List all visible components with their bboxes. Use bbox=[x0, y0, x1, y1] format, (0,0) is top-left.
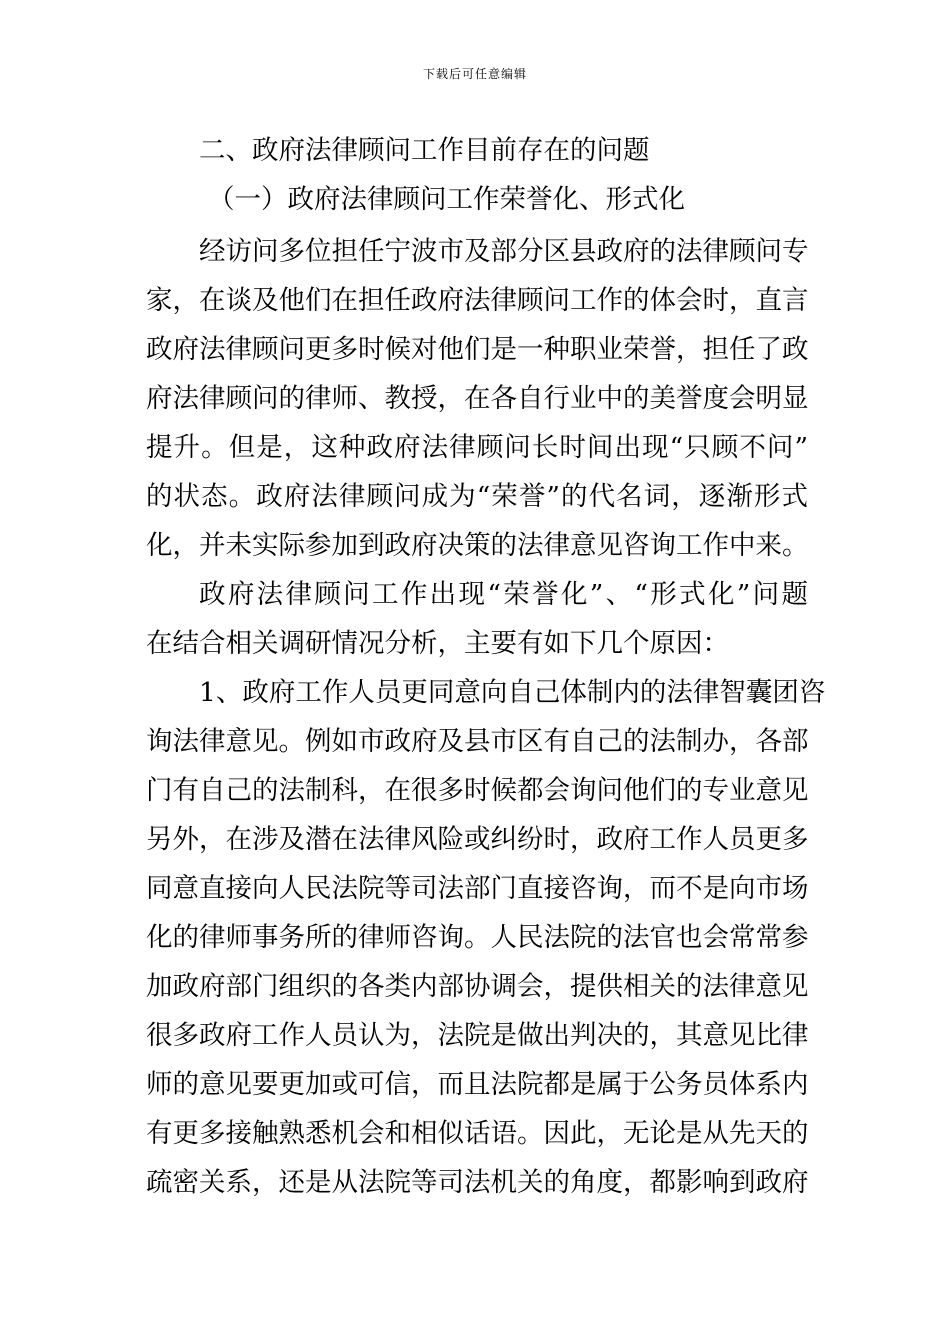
text-line: 提升。但是，这种政府法律顾问长时间出现“只顾不问” bbox=[146, 432, 808, 463]
body-text bbox=[146, 126, 826, 1207]
header-note: 下载后可任意编辑 bbox=[422, 67, 527, 81]
text-line: 政府法律顾问更多时候对他们是一种职业荣誉，担任了政 bbox=[146, 334, 809, 365]
text-line: 化的律师事务所的律师咨询。人民法院的法官也会常常参 bbox=[146, 922, 809, 953]
text-line: 的状态。政府法律顾问成为“荣誉”的代名词，逐渐形式 bbox=[146, 481, 808, 512]
text-line: 疏密关系，还是从法院等司法机关的角度，都影响到政府 bbox=[146, 1167, 809, 1198]
text-line: 家，在谈及他们在担任政府法律顾问工作的体会时，直言 bbox=[146, 285, 809, 316]
text-line: 政府法律顾问工作出现“荣誉化”、“形式化”问题 bbox=[199, 579, 808, 610]
text-line: 加政府部门组织的各类内部协调会，提供相关的法律意见 bbox=[146, 971, 809, 1002]
text-line: 同意直接向人民法院等司法部门直接咨询，而不是向市场 bbox=[146, 873, 809, 904]
text-line: 有更多接触熟悉机会和相似话语。因此，无论是从先天的 bbox=[146, 1118, 809, 1149]
text-line: 很多政府工作人员认为，法院是做出判决的，其意见比律 bbox=[146, 1020, 809, 1051]
subsection-heading: （一）政府法律顾问工作荣誉化、形式化 bbox=[208, 184, 685, 215]
text-line: 询法律意见。例如市政府及县市区有自己的法制办，各部 bbox=[146, 726, 809, 757]
text-line: 另外，在涉及潜在法律风险或纠纷时，政府工作人员更多 bbox=[146, 824, 809, 855]
text-line: 门有自己的法制科，在很多时候都会询问他们的专业意见 bbox=[146, 775, 809, 806]
text-line: 经访问多位担任宁波市及部分区县政府的法律顾问专 bbox=[199, 236, 809, 267]
section-heading: 二、政府法律顾问工作目前存在的问题 bbox=[199, 135, 650, 166]
text-line: 师的意见要更加或可信，而且法院都是属于公务员体系内 bbox=[146, 1069, 809, 1100]
text-line: 化，并未实际参加到政府决策的法律意见咨询工作中来。 bbox=[146, 530, 809, 561]
text-line: 在结合相关调研情况分析，主要有如下几个原因： bbox=[146, 628, 729, 659]
text-line: 府法律顾问的律师、教授，在各自行业中的美誉度会明显 bbox=[146, 383, 809, 414]
text-line: 1、政府工作人员更同意向自己体制内的法律智囊团咨 bbox=[199, 677, 826, 708]
